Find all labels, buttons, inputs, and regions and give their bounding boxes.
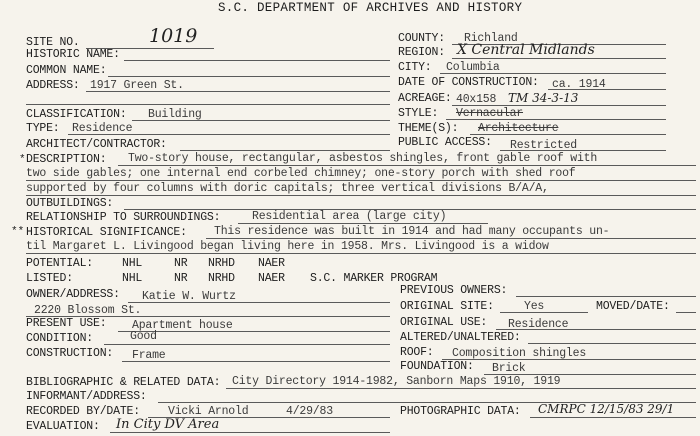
- biblio-label: BIBLIOGRAPHIC & RELATED DATA:: [26, 376, 221, 389]
- common-name-label: COMMON NAME:: [26, 64, 107, 77]
- classification-value: Building: [148, 108, 202, 121]
- construction-line: [122, 361, 390, 362]
- type-line: [68, 134, 390, 135]
- potential-nrhd: NRHD: [208, 257, 235, 270]
- informant-label: INFORMANT/ADDRESS:: [26, 390, 147, 403]
- evaluation-line: [110, 432, 390, 433]
- biblio-line: [226, 388, 696, 389]
- outbuildings-label: OUTBUILDINGS:: [26, 197, 114, 210]
- construction-label: CONSTRUCTION:: [26, 347, 114, 360]
- roof-label: ROOF:: [400, 346, 434, 359]
- roof-line: [442, 359, 696, 360]
- listed-naer: NAER: [258, 272, 285, 285]
- date-construction-value: ca. 1914: [552, 78, 606, 91]
- foundation-label: FOUNDATION:: [400, 360, 474, 373]
- listed-label: LISTED:: [26, 272, 73, 285]
- county-value: Richland: [464, 32, 518, 45]
- classification-line: [132, 120, 390, 121]
- region-line: [452, 58, 666, 59]
- style-label: STYLE:: [398, 107, 439, 120]
- description-line-3: supported by four columns with doric capitals; three vertical divisions B/A/A,: [26, 182, 549, 195]
- potential-naer: NAER: [258, 257, 285, 270]
- style-line: [446, 119, 666, 120]
- acreage-line: [452, 105, 666, 106]
- potential-label: POTENTIAL:: [26, 257, 94, 270]
- date-construction-label: DATE OF CONSTRUCTION:: [398, 76, 539, 89]
- city-value: Columbia: [446, 61, 500, 74]
- previous-owners-line: [516, 296, 696, 297]
- description-rule-1: [118, 165, 696, 166]
- listed-nr: NR: [174, 272, 188, 285]
- present-use-label: PRESENT USE:: [26, 317, 107, 330]
- public-access-value: Restricted: [510, 139, 578, 152]
- public-access-line: [500, 150, 666, 151]
- county-label: COUNTY:: [398, 32, 445, 45]
- original-use-label: ORIGINAL USE:: [400, 316, 488, 329]
- moved-date-line: [676, 312, 696, 313]
- description-label: DESCRIPTION:: [26, 153, 107, 166]
- acreage-tm: TM 34-3-13: [508, 91, 579, 105]
- themes-label: THEME(S):: [398, 122, 459, 135]
- relationship-value: Residential area (large city): [252, 210, 447, 223]
- relationship-line: [238, 223, 488, 224]
- type-value: Residence: [72, 122, 133, 135]
- type-label: TYPE:: [26, 122, 60, 135]
- photo-line: [530, 417, 696, 418]
- biblio-value: City Directory 1914-1982, Sanborn Maps 1910, 1919: [232, 375, 561, 388]
- site-no-label: SITE NO.: [26, 36, 80, 49]
- address-line: [86, 91, 390, 92]
- address-label: ADDRESS:: [26, 79, 80, 92]
- address-line-2: [26, 104, 390, 105]
- owner-name: Katie W. Wurtz: [142, 290, 236, 303]
- previous-owners-label: PREVIOUS OWNERS:: [400, 284, 508, 297]
- acreage-value: 40x158: [456, 93, 497, 106]
- historic-name-label: HISTORIC NAME:: [26, 48, 120, 61]
- description-rule-3: [26, 195, 696, 196]
- original-site-label: ORIGINAL SITE:: [400, 300, 494, 313]
- significance-rule-1: [206, 238, 696, 239]
- common-name-line: [108, 76, 390, 77]
- significance-rule-2: [26, 253, 696, 254]
- city-line: [440, 73, 666, 74]
- recorded-label: RECORDED BY/DATE:: [26, 405, 140, 418]
- present-use-line: [118, 331, 390, 332]
- address-value: 1917 Green St.: [90, 79, 184, 92]
- classification-label: CLASSIFICATION:: [26, 108, 127, 121]
- altered-label: ALTERED/UNALTERED:: [400, 331, 521, 344]
- description-asterisk: *: [19, 154, 26, 166]
- owner-line: [128, 302, 390, 303]
- recorded-name: Vicki Arnold: [168, 405, 249, 418]
- original-use-value: Residence: [508, 318, 569, 331]
- description-line-1: Two-story house, rectangular, asbestos shingles, front gable roof with: [128, 152, 598, 165]
- altered-line: [528, 343, 696, 344]
- original-use-line: [496, 329, 696, 330]
- condition-label: CONDITION:: [26, 332, 94, 345]
- potential-nhl: NHL: [122, 257, 143, 270]
- architect-line: [180, 150, 390, 151]
- owner-label: OWNER/ADDRESS:: [26, 288, 120, 301]
- evaluation-label: EVALUATION:: [26, 420, 100, 433]
- significance-line-2: til Margaret L. Livingood began living here in 1958. Mrs. Livingood is a widow: [26, 240, 549, 253]
- roof-value: Composition shingles: [452, 347, 587, 360]
- significance-asterisk: **: [11, 226, 25, 238]
- evaluation-value: In City DV Area: [116, 417, 220, 432]
- description-rule-2: [26, 180, 696, 181]
- moved-date-label: MOVED/DATE:: [596, 300, 670, 313]
- date-construction-line: [548, 89, 666, 90]
- potential-nr: NR: [174, 257, 188, 270]
- historic-name-line: [124, 60, 390, 61]
- original-site-line: [500, 312, 588, 313]
- owner-street: 2220 Blossom St.: [34, 304, 142, 317]
- city-label: CITY:: [398, 61, 432, 74]
- acreage-label: ACREAGE:: [398, 92, 452, 105]
- public-access-label: PUBLIC ACCESS:: [398, 136, 492, 149]
- foundation-value: Brick: [492, 362, 526, 375]
- present-use-value: Apartment house: [132, 319, 233, 332]
- original-site-value: Yes: [524, 300, 545, 313]
- condition-value: Good: [130, 330, 157, 343]
- themes-value: Architecture: [478, 122, 559, 135]
- photo-value: CMRPC 12/15/83 29/1: [538, 402, 675, 416]
- card-title: S.C. DEPARTMENT OF ARCHIVES AND HISTORY: [218, 1, 523, 15]
- site-no-value: 1019: [149, 25, 198, 47]
- relationship-label: RELATIONSHIP TO SURROUNDINGS:: [26, 211, 221, 224]
- region-value: X Central Midlands: [457, 42, 595, 58]
- region-label: REGION:: [398, 46, 445, 59]
- significance-line-1: This residence was built in 1914 and had many occupants un-: [214, 225, 610, 238]
- description-line-2: two side gables; one internal end corbeled chimney; one-story porch with shed roof: [26, 167, 576, 180]
- architect-label: ARCHITECT/CONTRACTOR:: [26, 138, 167, 151]
- significance-label: HISTORICAL SIGNIFICANCE:: [26, 226, 187, 239]
- construction-value: Frame: [132, 349, 166, 362]
- listed-nhl: NHL: [122, 272, 143, 285]
- style-value: Vernacular: [456, 107, 524, 120]
- themes-line: [470, 134, 666, 135]
- listed-nrhd: NRHD: [208, 272, 235, 285]
- condition-line: [104, 344, 390, 345]
- marker-program-label: S.C. MARKER PROGRAM: [310, 272, 438, 285]
- photo-label: PHOTOGRAPHIC DATA:: [400, 405, 521, 418]
- recorded-date: 4/29/83: [286, 405, 333, 418]
